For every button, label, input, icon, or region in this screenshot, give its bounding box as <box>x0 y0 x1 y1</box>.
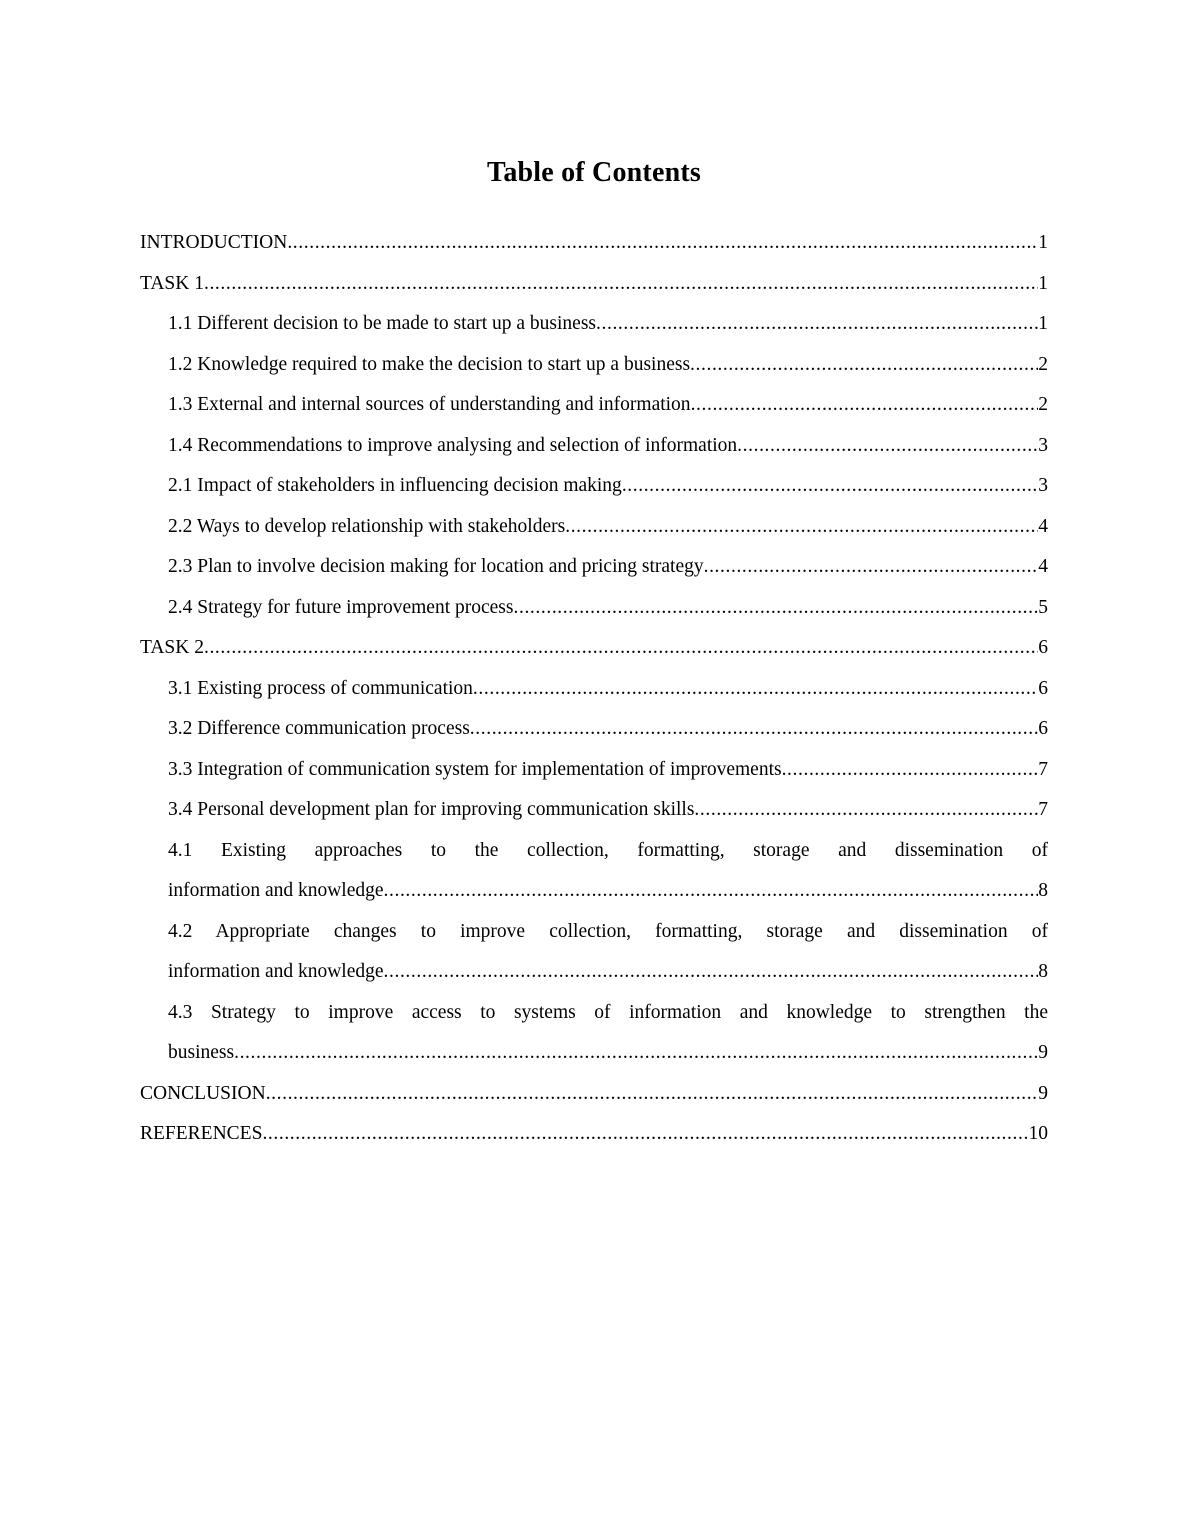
toc-entry-first-line: 4.3 Strategy to improve access to systems of information and knowledge to strengthen the <box>168 1001 1048 1023</box>
toc-entry-label: 1.1 Different decision to be made to start up a business <box>168 313 597 334</box>
toc-entry-line <box>168 466 1048 507</box>
page-title: Table of Contents <box>487 157 701 188</box>
toc-entry <box>140 831 1048 912</box>
toc-leader-dots <box>287 223 1038 264</box>
toc-entry-label: 2.1 Impact of stakeholders in influencing decision making <box>168 475 622 496</box>
toc-page-number: 3 <box>1038 475 1048 496</box>
toc-entry-label: 3.3 Integration of communication system for implementation of improvements <box>168 758 782 780</box>
toc-entry-line <box>168 588 1048 629</box>
toc-page-number: 1 <box>1038 232 1048 253</box>
toc-entry-label: business <box>168 1042 235 1063</box>
toc-entry-label: 1.3 External and internal sources of understanding and information <box>168 394 691 415</box>
toc-leader-dots <box>704 547 1039 588</box>
toc-entry-label: TASK 2 <box>140 637 204 658</box>
toc-leader-dots <box>514 588 1039 629</box>
toc-leader-dots <box>266 1074 1039 1115</box>
toc-entry-line <box>168 304 1048 345</box>
toc-entry-label: REFERENCES <box>140 1123 263 1144</box>
toc-entry-line <box>168 1033 1048 1074</box>
toc-entry-first-line: 4.2 Appropriate changes to improve collection, formatting, storage and dissemination of <box>168 920 1048 942</box>
toc-page-number: 2 <box>1038 353 1048 375</box>
toc-entry-label: 2.4 Strategy for future improvement process <box>168 596 514 618</box>
toc-page-number: 4 <box>1038 515 1048 537</box>
toc-entry-line <box>140 264 1048 305</box>
toc-entry-line <box>168 385 1048 426</box>
toc-entry-label: INTRODUCTION <box>140 232 288 253</box>
toc-leader-dots <box>204 628 1038 669</box>
toc-entry <box>140 466 1048 507</box>
toc-page-number: 5 <box>1038 596 1048 618</box>
toc-entry <box>140 790 1048 831</box>
toc-page-number: 1 <box>1038 313 1048 334</box>
toc-entry <box>140 264 1048 305</box>
toc-entry-label: 3.2 Difference communication process <box>168 718 470 739</box>
toc-entry-line <box>168 547 1048 588</box>
toc-page-number: 10 <box>1028 1123 1048 1144</box>
toc-entry-label: CONCLUSION <box>140 1082 266 1104</box>
toc-entry <box>140 426 1048 467</box>
toc-entry <box>140 750 1048 791</box>
toc-entry-line <box>168 790 1048 831</box>
toc-entry <box>140 1114 1048 1155</box>
toc-page-number: 1 <box>1038 272 1048 294</box>
toc-leader-dots <box>565 507 1038 548</box>
toc-entry <box>140 669 1048 710</box>
toc-entry-label: 3.4 Personal development plan for improving communication skills <box>168 799 695 820</box>
toc-entry-line <box>168 952 1048 993</box>
toc-leader-dots <box>690 345 1038 386</box>
toc-leader-dots <box>262 1114 1028 1155</box>
toc-leader-dots <box>782 750 1039 791</box>
toc-entry-line <box>140 1114 1048 1155</box>
toc-entry <box>140 385 1048 426</box>
toc-page-number: 2 <box>1038 394 1048 415</box>
toc-page-number: 8 <box>1038 880 1048 901</box>
toc-entry-line <box>168 871 1048 912</box>
toc-leader-dots <box>622 466 1038 507</box>
toc-entry-label: TASK 1 <box>140 272 204 294</box>
toc-page-number: 6 <box>1038 718 1048 739</box>
toc-entry <box>140 304 1048 345</box>
toc-leader-dots <box>470 709 1038 750</box>
toc-page-number: 7 <box>1038 799 1048 820</box>
toc-leader-dots <box>694 790 1038 831</box>
toc-leader-dots <box>234 1033 1038 1074</box>
toc-entry-first-line: 4.1 Existing approaches to the collection, formatting, storage and dissemination of <box>168 839 1048 861</box>
toc-entry <box>140 912 1048 993</box>
toc-entry-label: 2.2 Ways to develop relationship with stakeholders <box>168 515 566 537</box>
toc-page-number: 7 <box>1038 758 1048 780</box>
toc-entry-line <box>140 628 1048 669</box>
toc-page-number: 9 <box>1038 1082 1048 1104</box>
toc-entry <box>140 223 1048 264</box>
toc-entry-label: 1.2 Knowledge required to make the decision to start up a business <box>168 353 691 375</box>
toc-page-number: 3 <box>1038 434 1048 456</box>
toc-leader-dots <box>473 669 1038 710</box>
toc-entry-line <box>168 507 1048 548</box>
toc-entry-line <box>140 1074 1048 1115</box>
toc-entry-line <box>168 345 1048 386</box>
toc-entry <box>140 345 1048 386</box>
toc-entry-label: 2.3 Plan to involve decision making for location and pricing strategy <box>168 556 704 577</box>
toc-entry-line <box>168 750 1048 791</box>
toc-entry-label: information and knowledge <box>168 961 384 982</box>
toc-entry-label: 3.1 Existing process of communication <box>168 677 473 699</box>
toc-entry-line <box>140 223 1048 264</box>
toc-page-number: 6 <box>1038 637 1048 658</box>
toc-leader-dots <box>691 385 1039 426</box>
toc-leader-dots <box>204 264 1038 305</box>
toc-entry <box>140 588 1048 629</box>
toc-entry-label: information and knowledge <box>168 880 384 901</box>
toc-entry <box>140 628 1048 669</box>
toc-leader-dots <box>384 952 1039 993</box>
toc-leader-dots <box>596 304 1038 345</box>
toc-entry-line <box>168 426 1048 467</box>
toc-leader-dots <box>737 426 1038 467</box>
toc-leader-dots <box>384 871 1039 912</box>
toc-entry <box>140 993 1048 1074</box>
toc-list <box>140 223 1048 1155</box>
toc-page-number: 4 <box>1038 556 1048 577</box>
toc-page-number: 8 <box>1038 961 1048 982</box>
toc-entry-label: 1.4 Recommendations to improve analysing and selection of information <box>168 434 738 456</box>
toc-entry <box>140 547 1048 588</box>
toc-entry <box>140 709 1048 750</box>
toc-entry <box>140 1074 1048 1115</box>
toc-entry-line <box>168 669 1048 710</box>
toc-page-number: 6 <box>1038 677 1048 699</box>
toc-page-number: 9 <box>1038 1042 1048 1063</box>
toc-entry <box>140 507 1048 548</box>
toc-entry-line <box>168 709 1048 750</box>
